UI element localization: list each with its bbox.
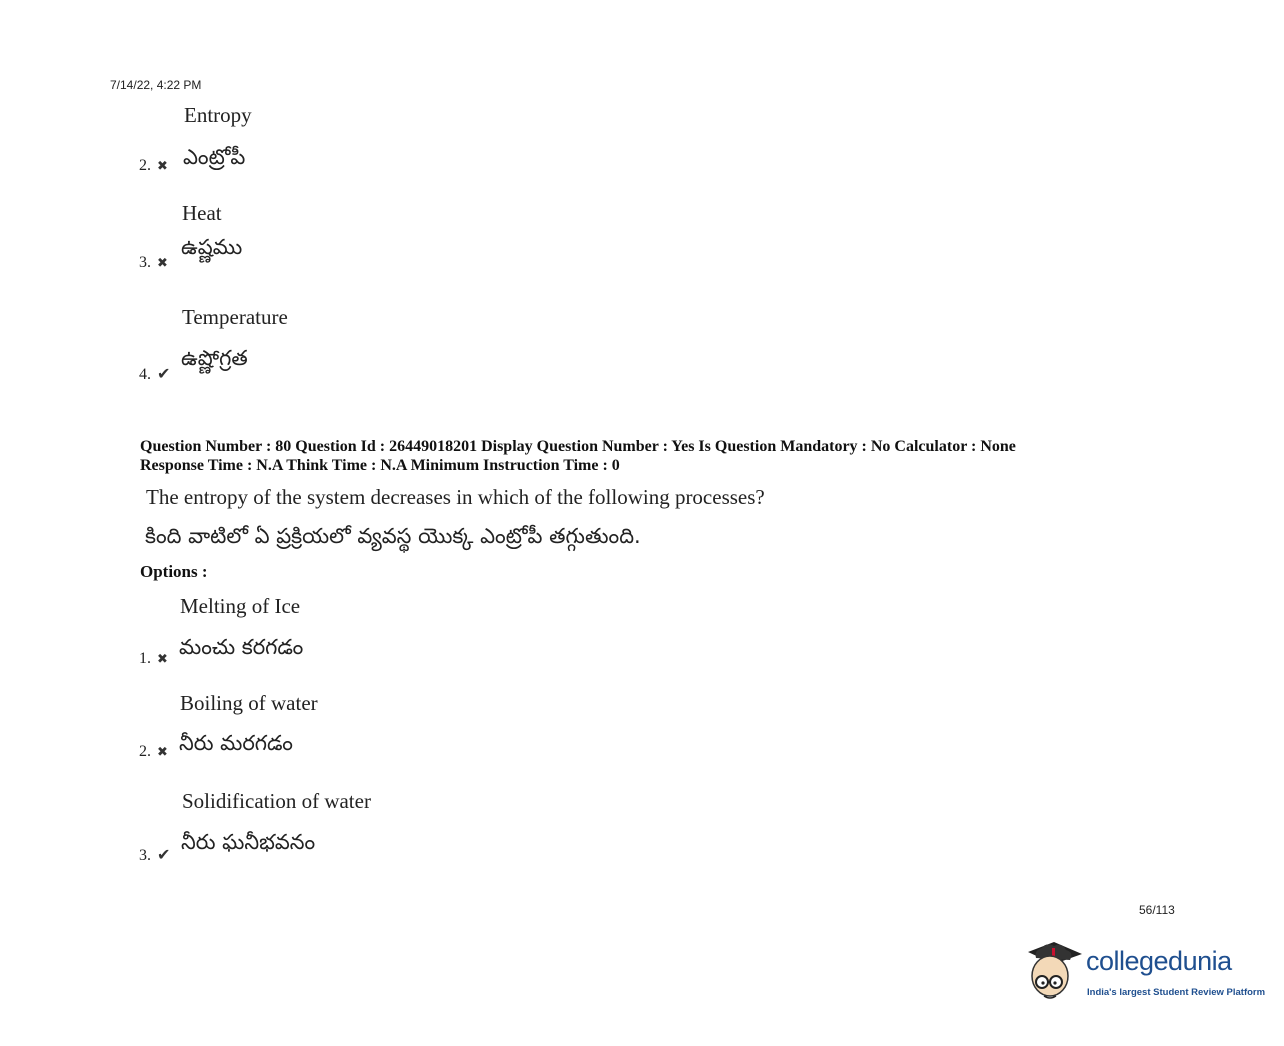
prev-option-3-telugu: ఉష్ణము	[181, 235, 243, 259]
check-icon: ✔	[157, 364, 171, 383]
option-2-english: Boiling of water	[180, 691, 318, 715]
logo-tagline: India's largest Student Review Platform	[1087, 987, 1266, 998]
question-text-english: The entropy of the system decreases in which of the following processes?	[146, 485, 765, 509]
print-timestamp: 7/14/22, 4:22 PM	[110, 78, 202, 92]
cross-icon: ✖	[157, 159, 168, 174]
option-3-english: Solidification of water	[182, 789, 371, 813]
prev-option-2-english: Entropy	[184, 103, 252, 127]
option-3-row	[139, 845, 170, 865]
check-icon: ✔	[157, 845, 171, 864]
option-1-number: 1.	[139, 650, 151, 667]
question-meta-line-2: Response Time : N.A Think Time : N.A Minimum Instruction Time : 0	[140, 457, 620, 474]
cross-icon: ✖	[157, 256, 168, 271]
prev-option-2-number: 2.	[139, 157, 151, 174]
option-2-row	[139, 743, 168, 761]
option-1-telugu: మంచు కరగడం	[179, 635, 304, 659]
prev-option-2-row	[139, 157, 168, 175]
option-1-english: Melting of Ice	[180, 594, 301, 618]
collegedunia-logo	[1024, 940, 1264, 1012]
cross-icon: ✖	[157, 652, 168, 667]
prev-option-4-row	[139, 364, 170, 384]
cross-icon: ✖	[157, 745, 168, 760]
prev-option-4-telugu: ఉష్ణోగ్రత	[181, 346, 248, 370]
option-2-telugu: నీరు మరగడం	[179, 731, 293, 755]
options-label: Options :	[140, 562, 208, 581]
prev-option-3-row	[139, 254, 168, 272]
logo-wordmark: collegedunia	[1086, 946, 1232, 976]
option-3-number: 3.	[139, 847, 151, 864]
option-1-row	[139, 650, 168, 668]
question-text-telugu: కింది వాటిలో ఏ ప్రక్రియలో వ్యవస్థ యొక్క ఎంట్రోపీ తగ్గుతుంది.	[145, 524, 641, 548]
question-meta-line-1: Question Number : 80 Question Id : 26449018201 Display Question Number : Yes Is Question Mandatory : No Calculator : None	[140, 438, 1016, 455]
prev-option-3-number: 3.	[139, 254, 151, 271]
page-number: 56/113	[1139, 903, 1175, 917]
option-2-number: 2.	[139, 743, 151, 760]
prev-option-3-english: Heat	[182, 201, 222, 225]
option-3-telugu: నీరు ఘనీభవనం	[181, 830, 316, 854]
prev-option-4-english: Temperature	[182, 305, 288, 329]
mascot-icon	[1024, 940, 1084, 1008]
prev-option-2-telugu: ఎంట్రోపీ	[183, 145, 246, 169]
prev-option-4-number: 4.	[139, 366, 151, 383]
